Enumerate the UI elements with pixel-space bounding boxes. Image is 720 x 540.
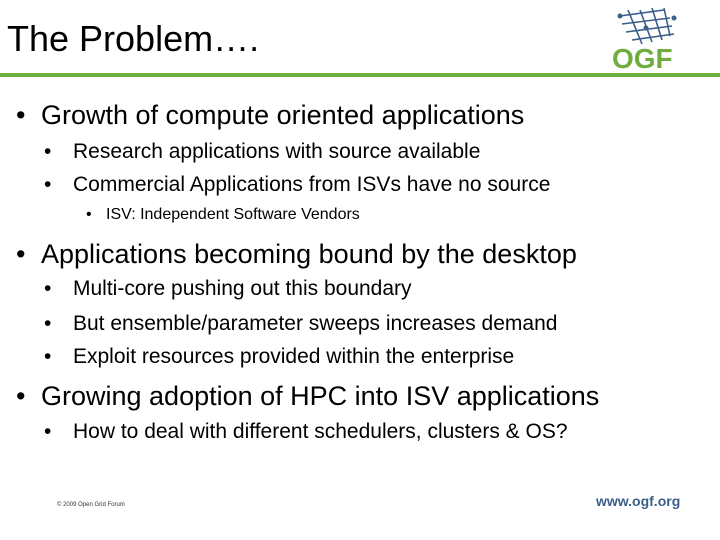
bullet-level-1-text: Applications becoming bound by the desktop bbox=[41, 239, 577, 269]
bullet-level-2-text: Exploit resources provided within the enterprise bbox=[73, 345, 515, 368]
bullet-level-1-text: Growing adoption of HPC into ISV applications bbox=[41, 381, 600, 411]
ogf-logo-icon bbox=[608, 6, 686, 72]
bullet-level-2-text: Commercial Applications from ISVs have no source bbox=[73, 173, 551, 196]
bullet-marker: • bbox=[44, 173, 52, 196]
logo-text: OGF bbox=[612, 43, 673, 72]
bullet-marker: • bbox=[86, 206, 92, 223]
bullet-level-3-text: ISV: Independent Software Vendors bbox=[106, 206, 360, 223]
bullet-level-2-text: But ensemble/parameter sweeps increases demand bbox=[73, 312, 558, 335]
footer-copyright: © 2009 Open Grid Forum bbox=[57, 502, 125, 508]
footer-url: www.ogf.org bbox=[596, 493, 681, 509]
bullet-marker: • bbox=[16, 381, 26, 411]
slide-title: The Problem…. bbox=[7, 18, 260, 59]
bullet-level-2-text: Research applications with source available bbox=[73, 140, 481, 163]
bullet-level-2-text: How to deal with different schedulers, clusters & OS? bbox=[73, 420, 568, 443]
bullet-level-1-text: Growth of compute oriented applications bbox=[41, 100, 525, 130]
bullet-marker: • bbox=[44, 420, 52, 443]
bullet-marker: • bbox=[44, 140, 52, 163]
title-divider bbox=[0, 73, 720, 77]
bullet-marker: • bbox=[44, 312, 52, 335]
bullet-marker: • bbox=[16, 239, 26, 269]
bullet-marker: • bbox=[44, 277, 52, 300]
bullet-marker: • bbox=[16, 100, 26, 130]
bullet-marker: • bbox=[44, 345, 52, 368]
bullet-level-2-text: Multi-core pushing out this boundary bbox=[73, 277, 412, 300]
